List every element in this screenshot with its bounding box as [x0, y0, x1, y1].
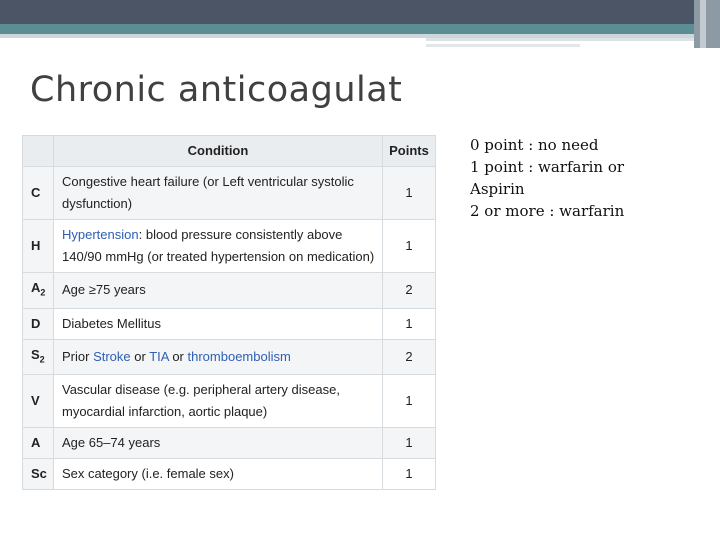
table-row	[23, 273, 436, 309]
table-row	[23, 375, 436, 428]
note-line: 1 point : warfarin or	[470, 158, 625, 176]
table-row	[23, 220, 436, 273]
row-points: 1	[383, 459, 436, 490]
row-condition	[54, 220, 383, 273]
row-condition: Congestive heart failure (or Left ventricular systolic dysfunction)	[54, 167, 383, 220]
letter-main: A	[31, 280, 41, 295]
row-points: 1	[383, 428, 436, 459]
accent-line-short	[426, 38, 694, 41]
stroke-link[interactable]: Stroke	[93, 348, 131, 364]
top-decorative-bar	[0, 0, 720, 24]
corner-block	[694, 0, 720, 48]
row-letter: C	[23, 167, 54, 220]
slide-title: Chronic anticoagulat	[30, 70, 403, 110]
row-points: 2	[383, 339, 436, 375]
row-condition: Age ≥75 years	[54, 273, 383, 309]
row-letter	[23, 273, 54, 309]
row-condition: Vascular disease (e.g. peripheral artery disease, myocardial infarction, aortic plaque)	[54, 375, 383, 428]
row-points: 2	[383, 273, 436, 309]
header-condition: Condition	[54, 136, 383, 167]
row-condition: Age 65–74 years	[54, 428, 383, 459]
accent-line-shorter	[426, 44, 580, 47]
row-points: 1	[383, 167, 436, 220]
hypertension-link[interactable]: Hypertension	[62, 227, 139, 242]
header-letter	[23, 136, 54, 167]
score-table-container	[22, 135, 436, 490]
letter-main: S	[31, 346, 40, 362]
row-condition: Diabetes Mellitus	[54, 308, 383, 339]
table-row	[23, 428, 436, 459]
letter-subscript: 2	[40, 287, 46, 298]
thromboembolism-link[interactable]: thromboembolism	[187, 348, 291, 364]
row-letter: H	[23, 220, 54, 273]
note-line: 2 or more : warfarin	[470, 202, 625, 220]
row-letter: A	[23, 428, 54, 459]
treatment-notes	[470, 134, 710, 222]
row-condition: Sex category (i.e. female sex)	[54, 459, 383, 490]
letter-subscript: 2	[39, 354, 45, 365]
table-row	[23, 339, 436, 375]
table-header-row	[23, 136, 436, 167]
condition-text: : blood pressure consistently above 140/90 mmHg (or treated hypertension on medication)	[62, 227, 375, 264]
table-row	[23, 308, 436, 339]
table-row	[23, 459, 436, 490]
cha2ds2-vasc-table	[22, 135, 436, 490]
note-line: 0 point : no need	[470, 136, 599, 154]
row-points: 1	[383, 220, 436, 273]
condition-text: or	[168, 348, 188, 364]
condition-text: Prior	[62, 348, 94, 364]
row-letter: Sc	[23, 459, 54, 490]
row-letter	[23, 339, 54, 375]
row-letter: D	[23, 308, 54, 339]
row-letter: V	[23, 375, 54, 428]
row-condition	[54, 339, 383, 375]
note-line: Aspirin	[470, 180, 525, 198]
header-points: Points	[383, 136, 436, 167]
table-row	[23, 167, 436, 220]
condition-text: or	[130, 348, 150, 364]
tia-link[interactable]: TIA	[149, 348, 169, 364]
row-points: 1	[383, 308, 436, 339]
accent-bar	[0, 24, 720, 34]
corner-strip	[700, 0, 706, 48]
row-points: 1	[383, 375, 436, 428]
